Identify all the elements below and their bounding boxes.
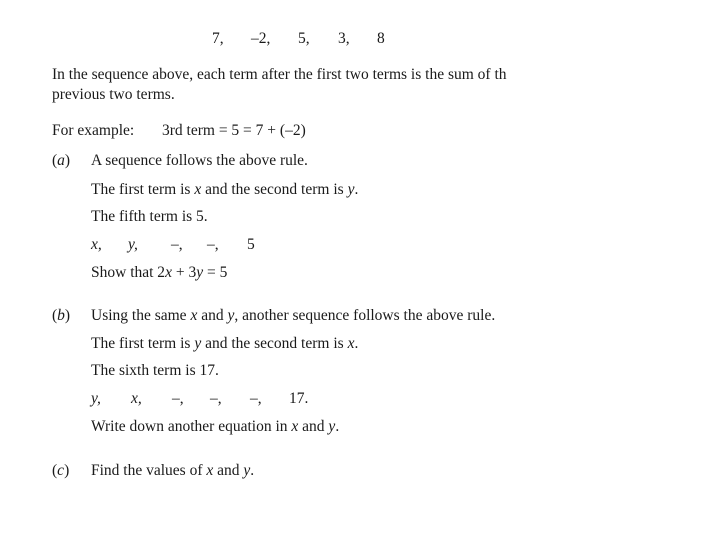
sequence-term: –,: [250, 390, 262, 407]
variable-y: y: [194, 335, 202, 352]
sequence-term: –2,: [251, 30, 271, 47]
sequence-term: 3,: [338, 30, 350, 47]
sequence-term: 17.: [289, 390, 309, 407]
text-fragment: .: [354, 335, 359, 352]
text-fragment: Show that 2: [91, 264, 166, 281]
part-a-line-1: A sequence follows the above rule.: [91, 152, 308, 169]
sequence-term: –,: [210, 390, 222, 407]
text-fragment: and the second term is: [201, 181, 348, 198]
intro-line-2: previous two terms.: [52, 86, 175, 103]
part-b-line-2: [91, 335, 358, 353]
variable-y: y: [196, 264, 204, 281]
text-fragment: and: [213, 462, 244, 479]
variable-x: x: [291, 418, 299, 435]
variable-x: x: [165, 264, 172, 281]
part-a-line-3: The fifth term is 5.: [91, 208, 208, 225]
sequence-term: x,: [91, 236, 102, 253]
part-c-letter: c: [57, 462, 65, 479]
sequence-term: x,: [131, 390, 142, 407]
text-fragment: Write down another equation in: [91, 418, 292, 435]
sequence-term: 8: [377, 30, 385, 47]
variable-y: y: [328, 418, 336, 435]
example-text: 3rd term = 5 = 7 + (–2): [162, 122, 306, 139]
part-a-line-2: [91, 181, 358, 199]
variable-x: x: [206, 462, 214, 479]
sequence-term: 7,: [212, 30, 224, 47]
text-fragment: and: [298, 418, 329, 435]
part-b-line-3: The sixth term is 17.: [91, 362, 219, 379]
part-b-label: (b): [52, 307, 71, 324]
part-b-terms: [0, 390, 720, 410]
sequence-term: y,: [91, 390, 101, 407]
text-fragment: = 5: [203, 264, 228, 281]
intro-line-1: In the sequence above, each term after the first two terms is the sum of th: [52, 66, 507, 83]
sequence-term: 5,: [298, 30, 310, 47]
text-fragment: and the second term is: [201, 335, 348, 352]
part-c-text: [91, 462, 254, 480]
part-c-label: (c): [52, 462, 70, 479]
text-fragment: .: [250, 462, 255, 479]
sequence-term: y,: [128, 236, 138, 253]
text-fragment: , another sequence follows the above rule.: [234, 307, 496, 324]
sequence-term: –,: [172, 390, 184, 407]
part-a-label: (a): [52, 152, 71, 169]
text-fragment: Find the values of: [91, 462, 207, 479]
sequence-term: 5: [247, 236, 255, 253]
variable-x: x: [194, 181, 202, 198]
text-fragment: The first term is: [91, 335, 195, 352]
text-fragment: and: [197, 307, 228, 324]
text-fragment: .: [354, 181, 359, 198]
part-b-line-1: [91, 307, 495, 325]
part-a-show: [91, 264, 227, 282]
variable-x: x: [190, 307, 198, 324]
part-a-letter: a: [57, 152, 65, 169]
part-a-terms: [0, 236, 720, 256]
part-b-line-4: [91, 418, 339, 436]
variable-y: y: [243, 462, 251, 479]
sequence-term: –,: [171, 236, 183, 253]
text-fragment: .: [335, 418, 340, 435]
example-label: For example:: [52, 122, 135, 139]
text-fragment: + 3: [171, 264, 197, 281]
text-fragment: The first term is: [91, 181, 195, 198]
variable-x: x: [347, 335, 355, 352]
part-b-letter: b: [57, 307, 65, 324]
sequence-term: –,: [207, 236, 219, 253]
variable-y: y: [227, 307, 235, 324]
variable-y: y: [347, 181, 355, 198]
text-fragment: Using the same: [91, 307, 191, 324]
top-sequence: [0, 30, 720, 50]
